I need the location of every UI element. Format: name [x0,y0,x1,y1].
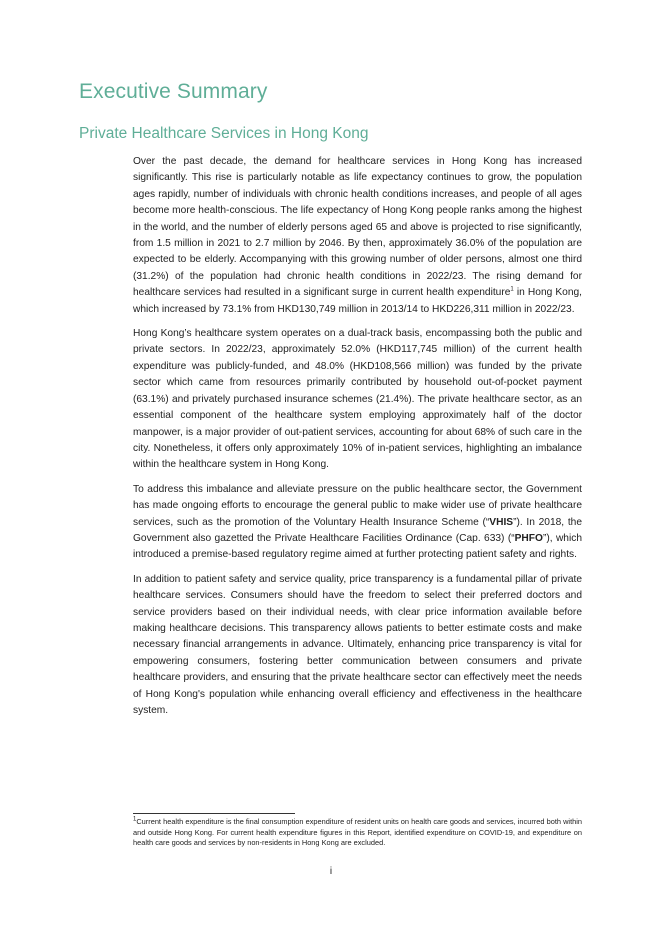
paragraph-3 [133,482,582,564]
paragraph-1 [133,154,582,318]
paragraph-1-text: Over the past decade, the demand for healthcare services in Hong Kong has increased significantly. This rise is particularly notable as life expectancy continues to grow, the population ages rapidly, number of individuals with chronic health conditions increases, and people of all ages become more health-conscious. The life expectancy of Hong Kong people ranks among the highest in the world, and the number of elderly persons aged 65 and above is projected to rise significantly, from 1.5 million in 2021 to 2.7 million by 2046. By then, approximately 36.0% of the population are expected to be elderly. Accompanying with this growing number of older persons, almost one third (31.2%) of the population had chronic health conditions in 2022/23. The rising demand for healthcare services had resulted in a significant surge in current health expenditure [133,156,582,299]
footnote [133,817,582,849]
page-number: i [329,866,333,877]
footnote-reference: 1 [510,286,514,293]
paragraph-1-text-cont: in Hong Kong, which increased by 73.1% from HKD130,749 million in 2013/14 to HKD226,311 million in 2022/23. [133,287,583,315]
paragraph-4: In addition to patient safety and service quality, price transparency is a fundamental pillar of private healthcare services. Consumers should have the freedom to select their preferred doctors and service providers based on their individual needs, with clear price information available before making healthcare decisions. This transparency allows patients to better estimate costs and make necessary financial arrangements in advance. Ultimately, enhancing price transparency is vital for empowering consumers, fostering better communication between consumers and private healthcare providers, and ensuring that the private healthcare sector can effectively meet the needs of Hong Kong's population while enhancing overall efficiency and effectiveness in the healthcare system. [133,573,582,716]
section-heading: Private Healthcare Services in Hong Kong [79,125,369,142]
footnote-marker: 1 [133,816,137,823]
footnote-text: Current health expenditure is the final consumption expenditure of resident units on health care goods and services, incurred both within and outside Hong Kong. For current health expenditure figures in this Report, identified expenditure on COVID-19, and expenditure on health care goods and services by non-residents in Hong Kong are excluded. [133,817,582,848]
abbreviation-phfo: PHFO [514,532,543,544]
body-text [133,154,582,727]
paragraph-2: Hong Kong’s healthcare system operates on a dual-track basis, encompassing both the public and private sectors. In 2022/23, approximately 52.0% (HKD117,745 million) of the current health expenditure was publicly-funded, and 48.0% (HKD108,566 million) was funded by the private sector which came from resources primarily contributed by household out-of-pocket payment (63.1%) and privately purchased insurance schemes (21.4%). The private healthcare sector, as an essential component of the healthcare system employing approximately half of the doctor manpower, is a major provider of out-patient services, accounting for about 68% of such care in the city. Nonetheless, it offers only approximately 10% of in-patient services, highlighting an imbalance within the healthcare system in Hong Kong. [133,328,582,471]
page-title: Executive Summary [79,80,268,103]
abbreviation-vhis: VHIS [489,516,514,528]
paragraph-3-text-cont: ”). In 2018, the Government also gazetted the Private Healthcare Facilities Ordinance (Cap. 633) (“ [133,516,582,544]
paragraph-3-text: To address this imbalance and alleviate pressure on the public healthcare sector, the Government has made ongoing efforts to encourage the general public to make wider use of private healthcare services, such as the promotion of the Voluntary Health Insurance Scheme (“ [133,483,582,528]
footnote-divider [133,813,295,814]
paragraph-3-text-end: ”), which introduced a premise-based regulatory regime aimed at further protecting patient safety and rights. [133,532,582,561]
